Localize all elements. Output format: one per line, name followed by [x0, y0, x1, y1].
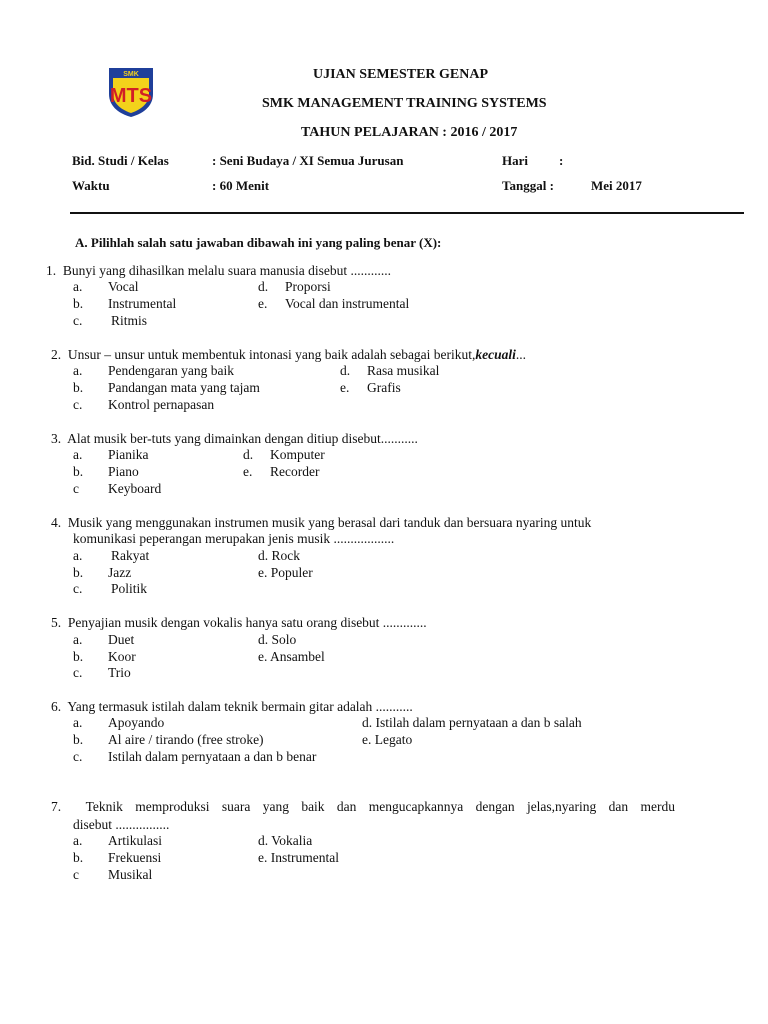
option-text: Al aire / tirando (free stroke): [108, 732, 264, 747]
option-text: Artikulasi: [108, 833, 162, 848]
option-text: Kontrol pernapasan: [108, 397, 215, 412]
option-text: Apoyando: [108, 715, 165, 730]
day-colon: :: [559, 153, 564, 168]
option-text: e. Populer: [258, 565, 313, 580]
option-letter: a.: [73, 363, 83, 378]
option-text: d. Rock: [258, 548, 300, 563]
option-letter: d.: [340, 363, 351, 378]
option-text: e. Instrumental: [258, 850, 339, 865]
option-letter: b.: [73, 649, 84, 664]
option-text: Trio: [108, 665, 131, 680]
subject-label: Bid. Studi / Kelas: [72, 153, 169, 168]
option-text: Koor: [108, 649, 136, 664]
header-divider: [70, 212, 744, 214]
option-text: Pandangan mata yang tajam: [108, 380, 260, 395]
option-letter: b.: [73, 380, 84, 395]
question-4-line-2: komunikasi peperangan merupakan jenis musik ..................: [73, 531, 395, 546]
option-text: d. Solo: [258, 632, 297, 647]
option-letter: d.: [258, 279, 269, 294]
option-text: Istilah dalam pernyataan a dan b benar: [108, 749, 317, 764]
option-text: Pendengaran yang baik: [108, 363, 234, 378]
option-letter: c.: [73, 665, 83, 680]
option-letter: e.: [243, 464, 253, 479]
school-logo-icon: [106, 66, 156, 118]
exam-title: UJIAN SEMESTER GENAP: [313, 67, 489, 82]
question-6: 6. Yang termasuk istilah dalam teknik bermain gitar adalah ...........: [51, 699, 413, 714]
option-letter: d.: [243, 447, 254, 462]
option-text: Instrumental: [108, 296, 177, 311]
option-letter: b.: [73, 732, 84, 747]
option-text: d. Istilah dalam pernyataan a dan b salah: [362, 715, 582, 730]
option-text: Jazz: [108, 565, 132, 580]
question-4: 4. Musik yang menggunakan instrumen musik yang berasal dari tanduk dan bersuara nyaring untuk: [51, 515, 592, 530]
question-1: 1. Bunyi yang dihasilkan melalu suara manusia disebut ............: [46, 263, 391, 278]
option-text: Musikal: [108, 867, 153, 882]
option-text: e. Ansambel: [258, 649, 325, 664]
option-text: Rasa musikal: [367, 363, 440, 378]
option-letter: c.: [73, 397, 83, 412]
option-letter: c.: [73, 581, 83, 596]
section-a-instruction: A. Pilihlah salah satu jawaban dibawah ini yang paling benar (X):: [75, 235, 442, 250]
time-value: : 60 Menit: [212, 178, 270, 193]
option-letter: a.: [73, 279, 83, 294]
option-text: Rakyat: [111, 548, 150, 563]
time-label: Waktu: [72, 178, 110, 193]
option-text: Politik: [111, 581, 148, 596]
option-letter: a.: [73, 632, 83, 647]
option-letter: a.: [73, 715, 83, 730]
option-text: Ritmis: [111, 313, 148, 328]
option-letter: b.: [73, 296, 84, 311]
option-text: Komputer: [270, 447, 325, 462]
date-label: Tanggal :: [502, 178, 554, 193]
question-5: 5. Penyajian musik dengan vokalis hanya satu orang disebut .............: [51, 615, 427, 630]
option-text: Duet: [108, 632, 135, 647]
option-letter: c.: [73, 749, 83, 764]
option-text: Frekuensi: [108, 850, 162, 865]
option-letter: a.: [73, 447, 83, 462]
option-text: Vocal dan instrumental: [285, 296, 410, 311]
option-text: Keyboard: [108, 481, 162, 496]
option-letter: c: [73, 867, 79, 882]
option-text: Pianika: [108, 447, 149, 462]
option-text: Recorder: [270, 464, 320, 479]
academic-year: TAHUN PELAJARAN : 2016 / 2017: [301, 125, 518, 140]
question-7-line-2: disebut ................: [73, 817, 170, 832]
option-letter: b.: [73, 464, 84, 479]
option-letter: c.: [73, 313, 83, 328]
option-text: Proporsi: [285, 279, 331, 294]
question-7: 7. Teknik memproduksi suara yang baik dan mengucapkannya dengan jelas,nyaring dan merdu: [51, 799, 675, 814]
option-text: d. Vokalia: [258, 833, 313, 848]
option-letter: a.: [73, 833, 83, 848]
question-3: 3. Alat musik ber-tuts yang dimainkan dengan ditiup disebut...........: [51, 431, 418, 446]
option-letter: b.: [73, 565, 84, 580]
option-text: Piano: [108, 464, 139, 479]
option-letter: b.: [73, 850, 84, 865]
option-letter: a.: [73, 548, 83, 563]
subject-value: : Seni Budaya / XI Semua Jurusan: [212, 153, 404, 168]
day-label: Hari: [502, 153, 528, 168]
option-letter: e.: [340, 380, 350, 395]
option-text: Vocal: [108, 279, 139, 294]
option-text: Grafis: [367, 380, 401, 395]
logo-label: SMK: [123, 71, 139, 78]
school-name: SMK MANAGEMENT TRAINING SYSTEMS: [262, 96, 547, 111]
date-value: Mei 2017: [591, 178, 642, 193]
option-letter: c: [73, 481, 79, 496]
option-text: e. Legato: [362, 732, 413, 747]
question-2: 2. Unsur – unsur untuk membentuk intonasi yang baik adalah sebagai berikut,kecuali...: [51, 347, 527, 362]
logo-mark: MTS: [109, 85, 153, 107]
option-letter: e.: [258, 296, 268, 311]
